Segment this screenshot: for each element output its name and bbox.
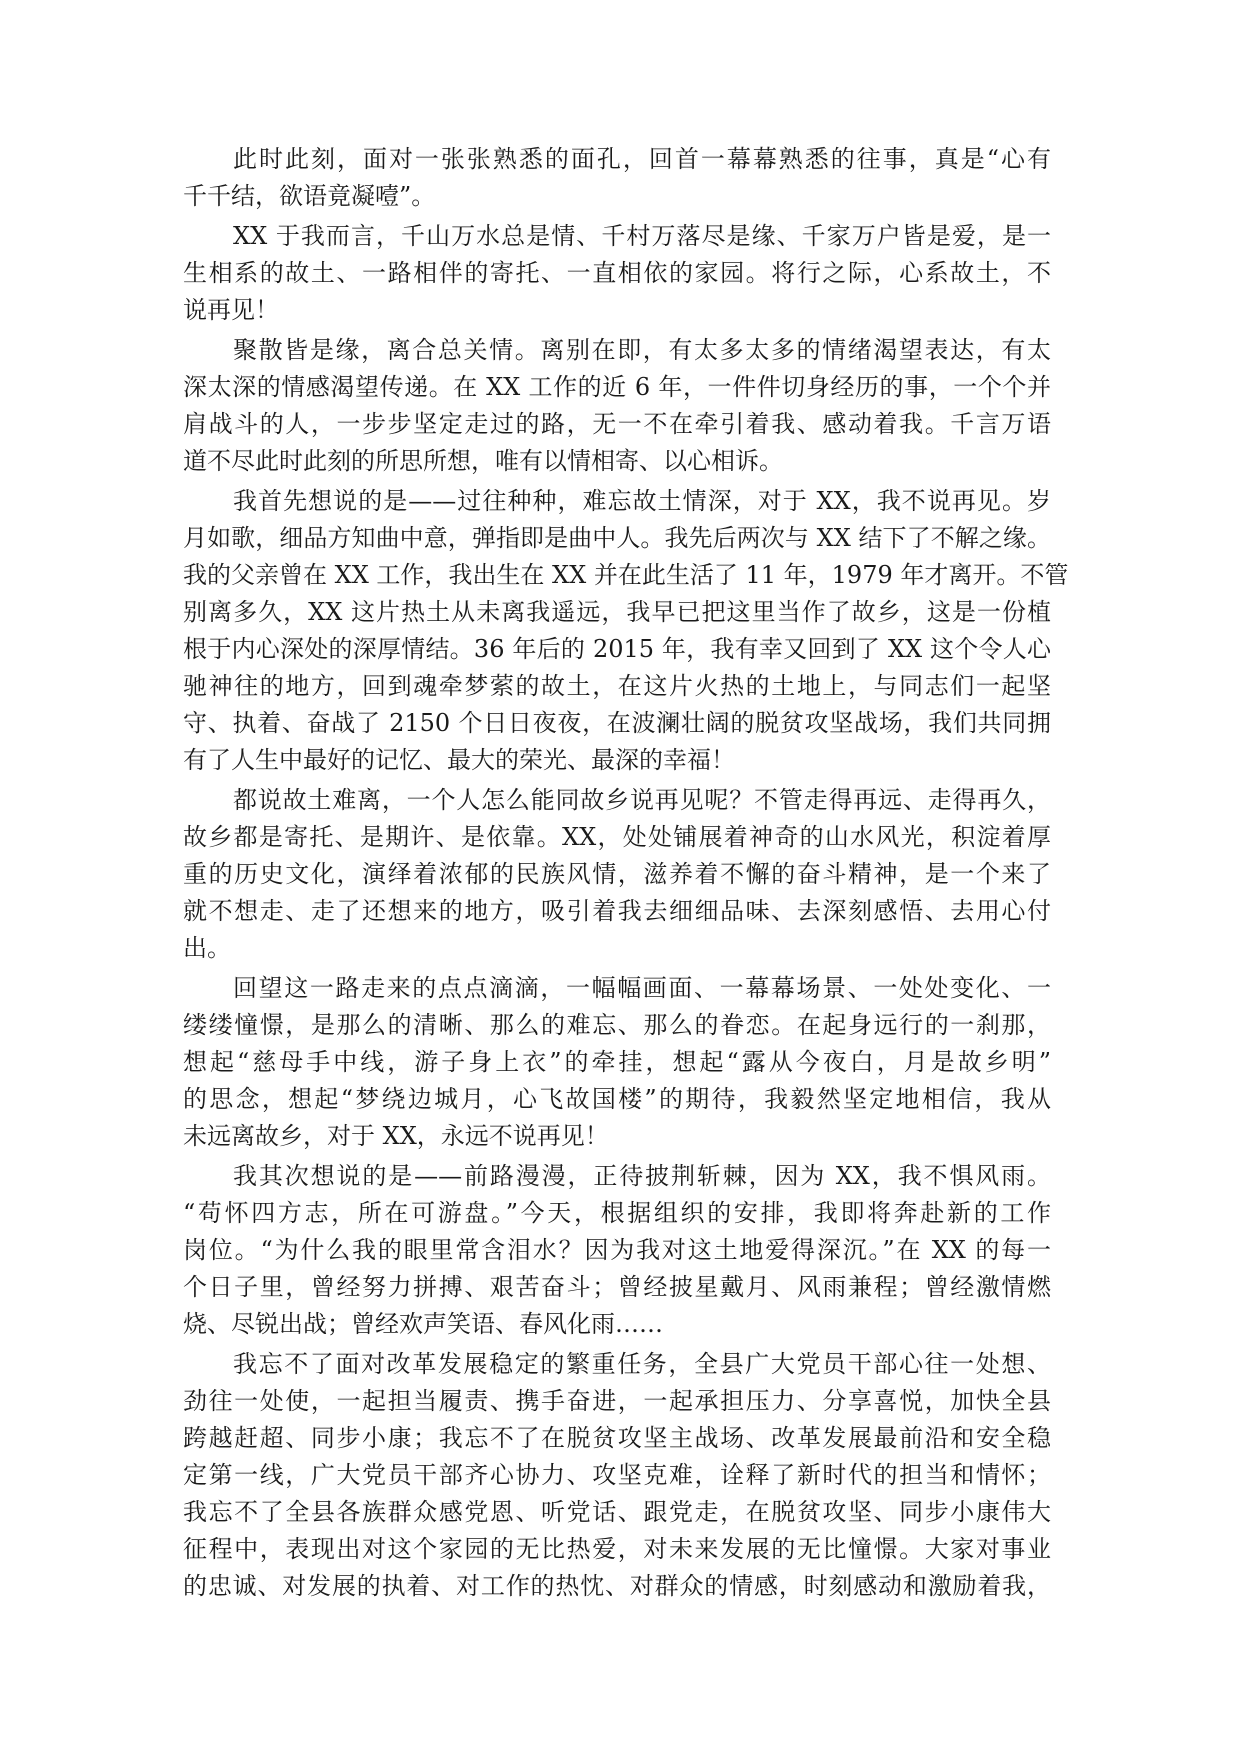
text-line: 的忠诚、对发展的执着、对工作的热忱、对群众的情感，时刻感动和激励着我， [183,1572,1051,1600]
text-line: 岗位。“为什么我的眼里常含泪水？因为我对这土地爱得深沉。”在 XX 的每一 [183,1236,1051,1264]
text-line: 根于内心深处的深厚情结。36 年后的 2015 年，我有幸又回到了 XX 这个令人心 [183,635,1051,663]
text-line: XX 于我而言，千山万水总是情、千村万落尽是缘、千家万户皆是爱，是一 [233,222,1051,250]
text-line: 肩战斗的人，一步步坚定走过的路，无一不在牵引着我、感动着我。千言万语 [183,410,1051,438]
text-line: 深太深的情感渴望传递。在 XX 工作的近 6 年，一件件切身经历的事，一个个并 [183,373,1051,401]
text-line: 就不想走、走了还想来的地方，吸引着我去细细品味、去深刻感悟、去用心付 [183,897,1051,925]
text-line: 未远离故乡，对于 XX，永远不说再见！ [183,1122,609,1150]
text-line: 的思念，想起“梦绕边城月，心飞故国楼”的期待，我毅然坚定地相信，我从 [183,1085,1051,1113]
text-line: 道不尽此时此刻的所思所想，唯有以情相寄、以心相诉。 [183,447,783,475]
text-line: 跨越赶超、同步小康；我忘不了在脱贫攻坚主战场、改革发展最前沿和安全稳 [183,1424,1051,1452]
text-line: 缕缕憧憬，是那么的清晰、那么的难忘、那么的眷恋。在起身远行的一刹那， [183,1011,1051,1039]
text-line: 此时此刻，面对一张张熟悉的面孔，回首一幕幕熟悉的往事，真是“心有 [233,145,1051,173]
text-line: 守、执着、奋战了 2150 个日日夜夜，在波澜壮阔的脱贫攻坚战场，我们共同拥 [183,709,1051,737]
document-body [183,141,1069,1608]
text-line: 我忘不了面对改革发展稳定的繁重任务，全县广大党员干部心往一处想、 [233,1350,1051,1378]
text-line: 征程中，表现出对这个家园的无比热爱，对未来发展的无比憧憬。大家对事业 [183,1535,1051,1563]
paragraph [183,483,1069,779]
text-line: 有了人生中最好的记忆、最大的荣光、最深的幸福！ [183,746,735,774]
text-line: 说再见！ [183,296,279,324]
paragraph [183,1158,1051,1343]
text-line: “苟怀四方志，所在可游盘。”今天，根据组织的安排，我即将奔赴新的工作 [183,1199,1051,1227]
text-line: 都说故土难离，一个人怎么能同故乡说再见呢？不管走得再远、走得再久， [233,786,1051,814]
text-line: 回望这一路走来的点点滴滴，一幅幅画面、一幕幕场景、一处处变化、一 [233,974,1051,1002]
text-line: 我首先想说的是——过往种种，难忘故土情深，对于 XX，我不说再见。岁 [233,487,1051,515]
paragraph [183,141,1051,215]
text-line: 生相系的故土、一路相伴的寄托、一直相依的家园。将行之际，心系故土，不 [183,259,1051,287]
text-line: 别离多久，XX 这片热土从未离我遥远，我早已把这里当作了故乡，这是一份植 [183,598,1051,626]
text-line: 故乡都是寄托、是期许、是依靠。XX，处处铺展着神奇的山水风光，积淀着厚 [183,823,1051,851]
text-line: 驰神往的地方，回到魂牵梦萦的故土，在这片火热的土地上，与同志们一起坚 [183,672,1051,700]
text-line: 我其次想说的是——前路漫漫，正待披荆斩棘，因为 XX，我不惧风雨。 [233,1162,1051,1190]
paragraph [183,970,1051,1155]
text-line: 千千结，欲语竟凝噎”。 [183,182,436,210]
paragraph [183,332,1051,480]
text-line: 我的父亲曾在 XX 工作，我出生在 XX 并在此生活了 11 年，1979 年才离开。不管 [183,561,1069,589]
text-line: 定第一线，广大党员干部齐心协力、攻坚克难，诠释了新时代的担当和情怀； [183,1461,1051,1489]
text-line: 聚散皆是缘，离合总关情。离别在即，有太多太多的情绪渴望表达，有太 [233,336,1051,364]
text-line: 个日子里，曾经努力拼搏、艰苦奋斗；曾经披星戴月、风雨兼程；曾经激情燃 [183,1273,1051,1301]
text-line: 烧、尽锐出战；曾经欢声笑语、春风化雨…… [183,1310,663,1338]
paragraph [183,218,1051,329]
text-line: 我忘不了全县各族群众感党恩、听党话、跟党走，在脱贫攻坚、同步小康伟大 [183,1498,1051,1526]
paragraph [183,782,1051,967]
text-line: 月如歌，细品方知曲中意，弹指即是曲中人。我先后两次与 XX 结下了不解之缘。 [183,524,1051,552]
paragraph [183,1346,1051,1605]
text-line: 出。 [183,934,231,962]
text-line: 想起“慈母手中线，游子身上衣”的牵挂，想起“露从今夜白，月是故乡明” [183,1048,1051,1076]
text-line: 劲往一处使，一起担当履责、携手奋进，一起承担压力、分享喜悦，加快全县 [183,1387,1051,1415]
text-line: 重的历史文化，演绎着浓郁的民族风情，滋养着不懈的奋斗精神，是一个来了 [183,860,1051,888]
